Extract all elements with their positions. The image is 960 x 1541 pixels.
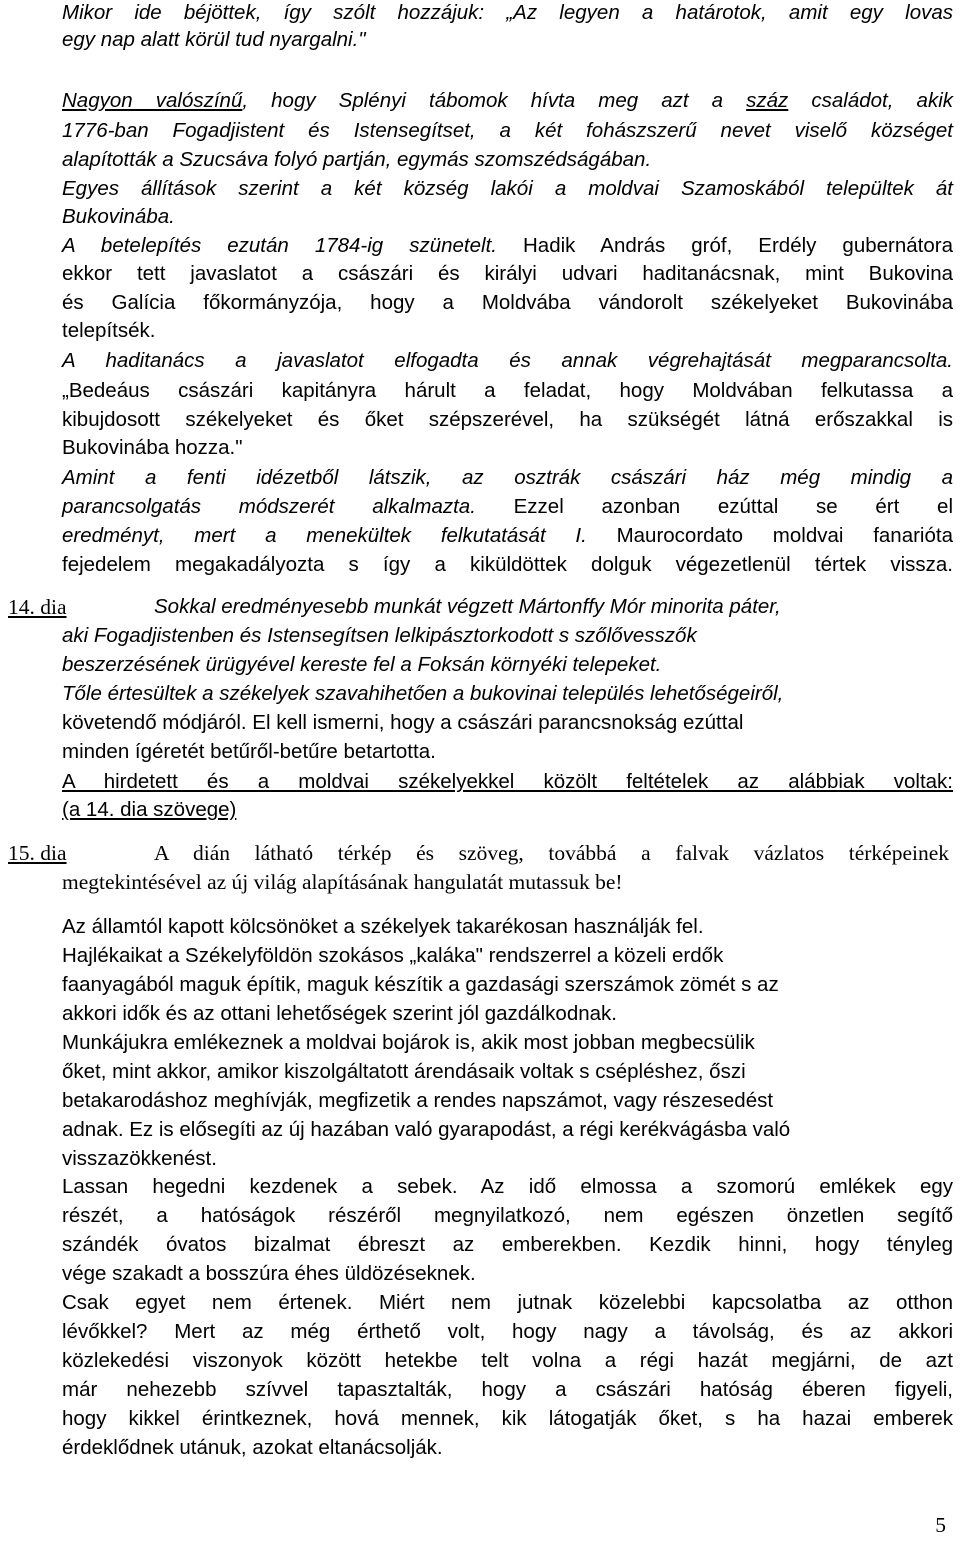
text-line bbox=[62, 523, 953, 549]
text-line: Bukovinába. bbox=[62, 205, 175, 228]
text-line: szándék óvatos bizalmat ébreszt az emberekben. Kezdik hinni, hogy tényleg bbox=[62, 1233, 953, 1256]
text-line bbox=[62, 233, 953, 259]
text-line: Mikor ide béjöttek, így szólt hozzájuk: „Az legyen a határotok, amit egy lovas bbox=[62, 1, 953, 24]
text-segment: Ezzel azonban ezúttal se ért el bbox=[475, 495, 954, 518]
text-line bbox=[62, 494, 953, 520]
text-segment: , hogy Splényi tábomok hívta meg azt a bbox=[242, 89, 747, 112]
text-segment: A betelepítés ezután 1784-ig szünetelt. bbox=[62, 234, 497, 257]
text-segment: eredményt, mert a menekültek felkutatását I. bbox=[62, 524, 587, 547]
text-line bbox=[62, 88, 953, 114]
underlined-word: száz bbox=[746, 89, 789, 112]
text-line: minden ígéretét betűről-betűre betartotta. bbox=[62, 740, 436, 763]
text-line: Egyes állítások szerint a két község lakói a moldvai Szamoskából települtek át bbox=[62, 177, 953, 200]
text-line: Munkájukra emlékeznek a moldvai bojárok is, akik most jobban megbecsülik bbox=[62, 1031, 755, 1054]
text-line: közlekedési viszonyok között hetekbe telt volna a régi hazát megjárni, de azt bbox=[62, 1349, 953, 1372]
text-line: beszerzésének ürügyével kereste fel a Foksán környéki telepeket. bbox=[62, 653, 662, 676]
text-line: Az államtól kapott kölcsönöket a székelyek takarékosan használják fel. bbox=[62, 915, 704, 938]
text-line: Bukovinába hozza." bbox=[62, 436, 243, 459]
text-line: aki Fogadjistenben és Istensegítsen lelkipásztorkodott s szőlővesszők bbox=[62, 624, 697, 647]
text-segment: parancsolgatás módszerét alkalmazta. bbox=[62, 495, 476, 518]
text-line: A haditanács a javaslatot elfogadta és annak végrehajtását megparancsolta. bbox=[62, 349, 953, 372]
text-line: akkori idők és az ottani lehetőségek szerint jól gazdálkodnak. bbox=[62, 1002, 617, 1025]
slide-14-label: 14. dia bbox=[8, 595, 67, 619]
text-line: A dián látható térkép és szöveg, továbbá a falvak vázlatos térképeinek bbox=[154, 841, 949, 865]
text-line: megtekintésével az új világ alapításának hangulatát mutassuk be! bbox=[62, 870, 623, 894]
text-line: betakarodáshoz meghívják, megfizetik a rendes napszámot, vagy részesedést bbox=[62, 1089, 774, 1112]
text-line: 1776-ban Fogadjistent és Istensegítset, a két fohászszerű nevet viselő községet bbox=[62, 119, 953, 142]
text-line: A hirdetett és a moldvai székelyekkel közölt feltételek az alábbiak voltak: bbox=[62, 770, 953, 793]
text-line: lévőkkel? Mert az még érthető volt, hogy nagy a távolság, és az akkori bbox=[62, 1320, 953, 1343]
text-line: alapították a Szucsáva folyó partján, egymás szomszédságában. bbox=[62, 148, 652, 171]
text-line: fejedelem megakadályozta s így a kiküldöttek dolguk végezetlenül tértek vissza. bbox=[62, 553, 953, 576]
text-line: Lassan hegedni kezdenek a sebek. Az idő elmossa a szomorú emlékek egy bbox=[62, 1175, 953, 1198]
text-line: telepítsék. bbox=[62, 319, 156, 342]
text-line: Hajlékaikat a Székelyföldön szokásos „kaláka" rendszerrel a közeli erdők bbox=[62, 944, 724, 967]
underlined-phrase: Nagyon valószínű bbox=[62, 89, 243, 112]
text-line: Tőle értesültek a székelyek szavahihetően a bukovinai település lehetőségeiről, bbox=[62, 682, 784, 705]
text-line: Amint a fenti idézetből látszik, az osztrák császári ház még mindig a bbox=[62, 466, 953, 489]
text-line: hogy kikkel érintkeznek, hová mennek, kik látogatják őket, s ha hazai emberek bbox=[62, 1407, 953, 1430]
text-line: már nehezebb szívvel tapasztalták, hogy a császári hatóság éberen figyeli, bbox=[62, 1378, 953, 1401]
page-number: 5 bbox=[935, 1513, 946, 1537]
text-segment: családot, akik bbox=[788, 89, 953, 112]
text-line: vége szakadt a bosszúra éhes üldözéseknek. bbox=[62, 1262, 476, 1285]
text-line: Csak egyet nem értenek. Miért nem jutnak közelebbi kapcsolatba az otthon bbox=[62, 1291, 953, 1314]
text-line: adnak. Ez is elősegíti az új hazában való gyarapodást, a régi kerékvágásba való bbox=[62, 1118, 791, 1141]
text-segment: Maurocordato moldvai fanarióta bbox=[586, 524, 953, 547]
text-line: (a 14. dia szövege) bbox=[62, 798, 237, 821]
text-line: egy nap alatt körül tud nyargalni." bbox=[62, 28, 366, 51]
text-segment: Hadik András gróf, Erdély gubernátora bbox=[496, 234, 953, 257]
text-line: „Bedeáus császári kapitányra hárult a feladat, hogy Moldvában felkutassa a bbox=[62, 379, 953, 402]
text-line: ekkor tett javaslatot a császári és királyi udvari haditanácsnak, mint Bukovina bbox=[62, 262, 953, 285]
text-line: érdeklődnek utánuk, azokat eltanácsolják. bbox=[62, 1436, 443, 1459]
text-line: faanyagából maguk építik, maguk készítik a gazdasági szerszámok zömét s az bbox=[62, 973, 779, 996]
slide-15-label: 15. dia bbox=[8, 841, 67, 865]
text-line: őket, mint akkor, amikor kiszolgáltatott árendásaik voltak s csépléshez, őszi bbox=[62, 1060, 746, 1083]
text-line: követendő módjáról. El kell ismerni, hogy a császári parancsnokság ezúttal bbox=[62, 711, 744, 734]
text-line: Sokkal eredményesebb munkát végzett Mártonffy Mór minorita páter, bbox=[154, 595, 781, 618]
text-line: visszazökkenést. bbox=[62, 1147, 217, 1170]
text-line: részét, a hatóságok részéről megnyilatkozó, nem egészen önzetlen segítő bbox=[62, 1204, 953, 1227]
text-line: kibujdosott székelyeket és őket szépszerével, ha szükségét látná erőszakkal is bbox=[62, 408, 953, 431]
text-line: és Galícia főkormányzója, hogy a Moldvába vándorolt székelyeket Bukovinába bbox=[62, 291, 953, 314]
